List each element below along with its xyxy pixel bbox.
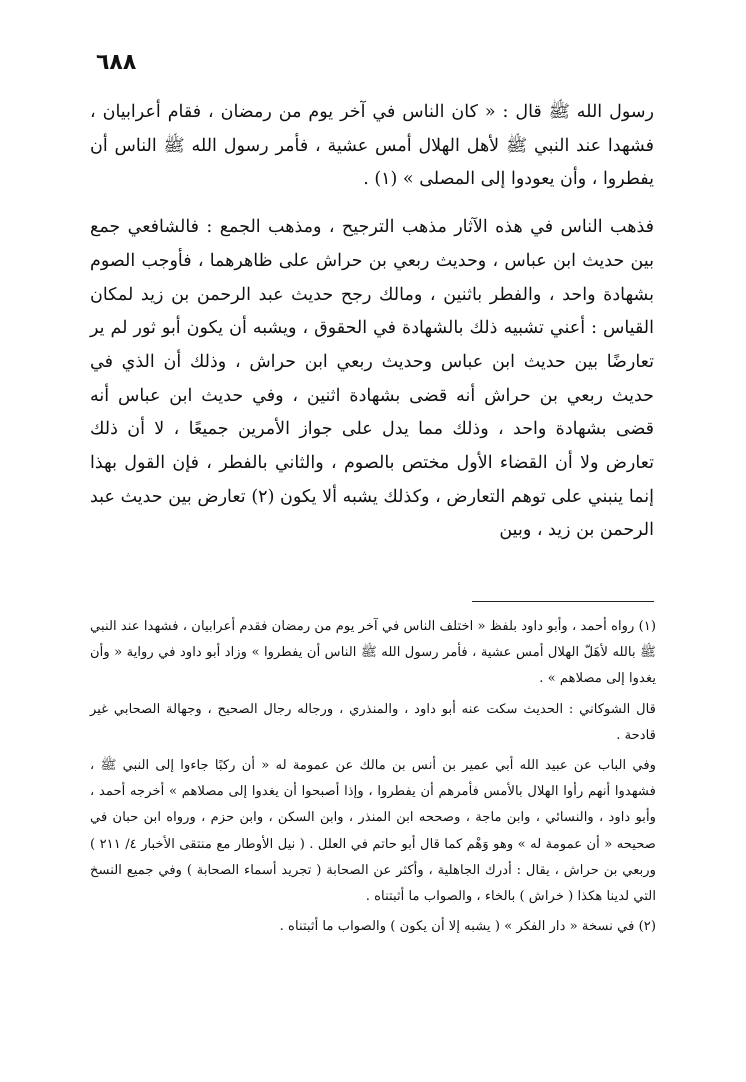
body-paragraph-2: فذهب الناس في هذه الآثار مذهب الترجيح ، ومذهب الجمع : فالشافعي جمع بين حديث ابن عباس ، وحديث ربعي بن حراش على ظاهرهما ، فأوجب الصوم بشهادة واحد ، والفطر باثنين ، ومالك رجح حديث عبد الرحمن بن زيد لمكان القياس : أعني تشبيه ذلك بالشهادة في الحقوق ، ويشبه أن يكون أبو ثور لم ير تعارضًا بين حديث ابن عباس وحديث ربعي ابن حراش ، وذلك أن الذي في حديث ربعي بن حراش أنه قضى بشهادة اثنين ، وفي حديث ابن عباس أنه قضى بشهادة واحد ، وذلك مما يدل على جواز الأمرين جميعًا ، لا أن ذلك تعارض ولا أن القضاء الأول مختص بالصوم ، والثاني بالفطر ، فإن القول بهذا إنما ينبني على توهم التعارض ، وكذلك يشبه ألا يكون (٢) تعارض بين حديث عبد الرحمن بن زيد ، وبين	[90, 217, 655, 541]
footnote-1-commentary: قال الشوكاني : الحديث سكت عنه أبو داود ، والمنذري ، ورجاله رجال الصحيح ، وجهالة الصحابي غير قادحة .	[90, 701, 656, 743]
main-text	[90, 96, 654, 548]
footnote-1-additional: وفي الباب عن عبيد الله أبي عمير بن أنس بن مالك عن عمومة له « أن ركبًا جاءوا إلى النبي ﷺ ، فشهدوا أنهم رأوا الهلال بالأمس فأمرهم أن يفطروا ، وإذا أصبحوا أن يغدوا إلى مصلاهم » أخرجه أحمد ، وأبو داود ، والنسائي ، وابن ماجة ، وصححه ابن المنذر ، وابن السكن ، وابن حزم ، ورواه ابن حبان في صحيحه « أن عمومة له » وهو وَهْم كما قال أبو حاتم في العلل . ( نيل الأوطار مع منتقى الأخبار ٤/ ٢١١ ) وربعي بن حراش ، يقال : أدرك الجاهلية ، وأكثر عن الصحابة ( تجريد أسماء الصحابة ) وفي جميع النسخ التي لدينا هكذا ( خراش ) بالخاء ، والصواب ما أثبتناه .	[90, 758, 656, 905]
footnote-separator	[472, 601, 654, 602]
body-paragraph-1: رسول الله ﷺ قال : « كان الناس في آخر يوم من رمضان ، فقام أعرابيان ، فشهدا عند النبي ﷺ لأهل الهلال أمس عشية ، فأمر رسول الله ﷺ الناس أن يفطروا ، وأن يعودوا إلى المصلى » (١) .	[90, 102, 654, 190]
footnote-2: (٢) في نسخة « دار الفكر » ( يشبه إلا أن يكون ) والصواب ما أثبتناه .	[279, 919, 656, 935]
footnotes	[90, 614, 656, 940]
footnote-1: (١) رواه أحمد ، وأبو داود بلفظ « اختلف الناس في آخر يوم من رمضان فقدم أعرابيان ، فشهدا عند النبي ﷺ بالله لأهَلّ الهلال أمس عشية ، فأمر رسول الله ﷺ الناس أن يفطروا » وزاد أبو داود في رواية « وأن يغدوا إلى مصلاهم » .	[90, 619, 656, 687]
page-number: ٦٨٨	[96, 50, 137, 75]
